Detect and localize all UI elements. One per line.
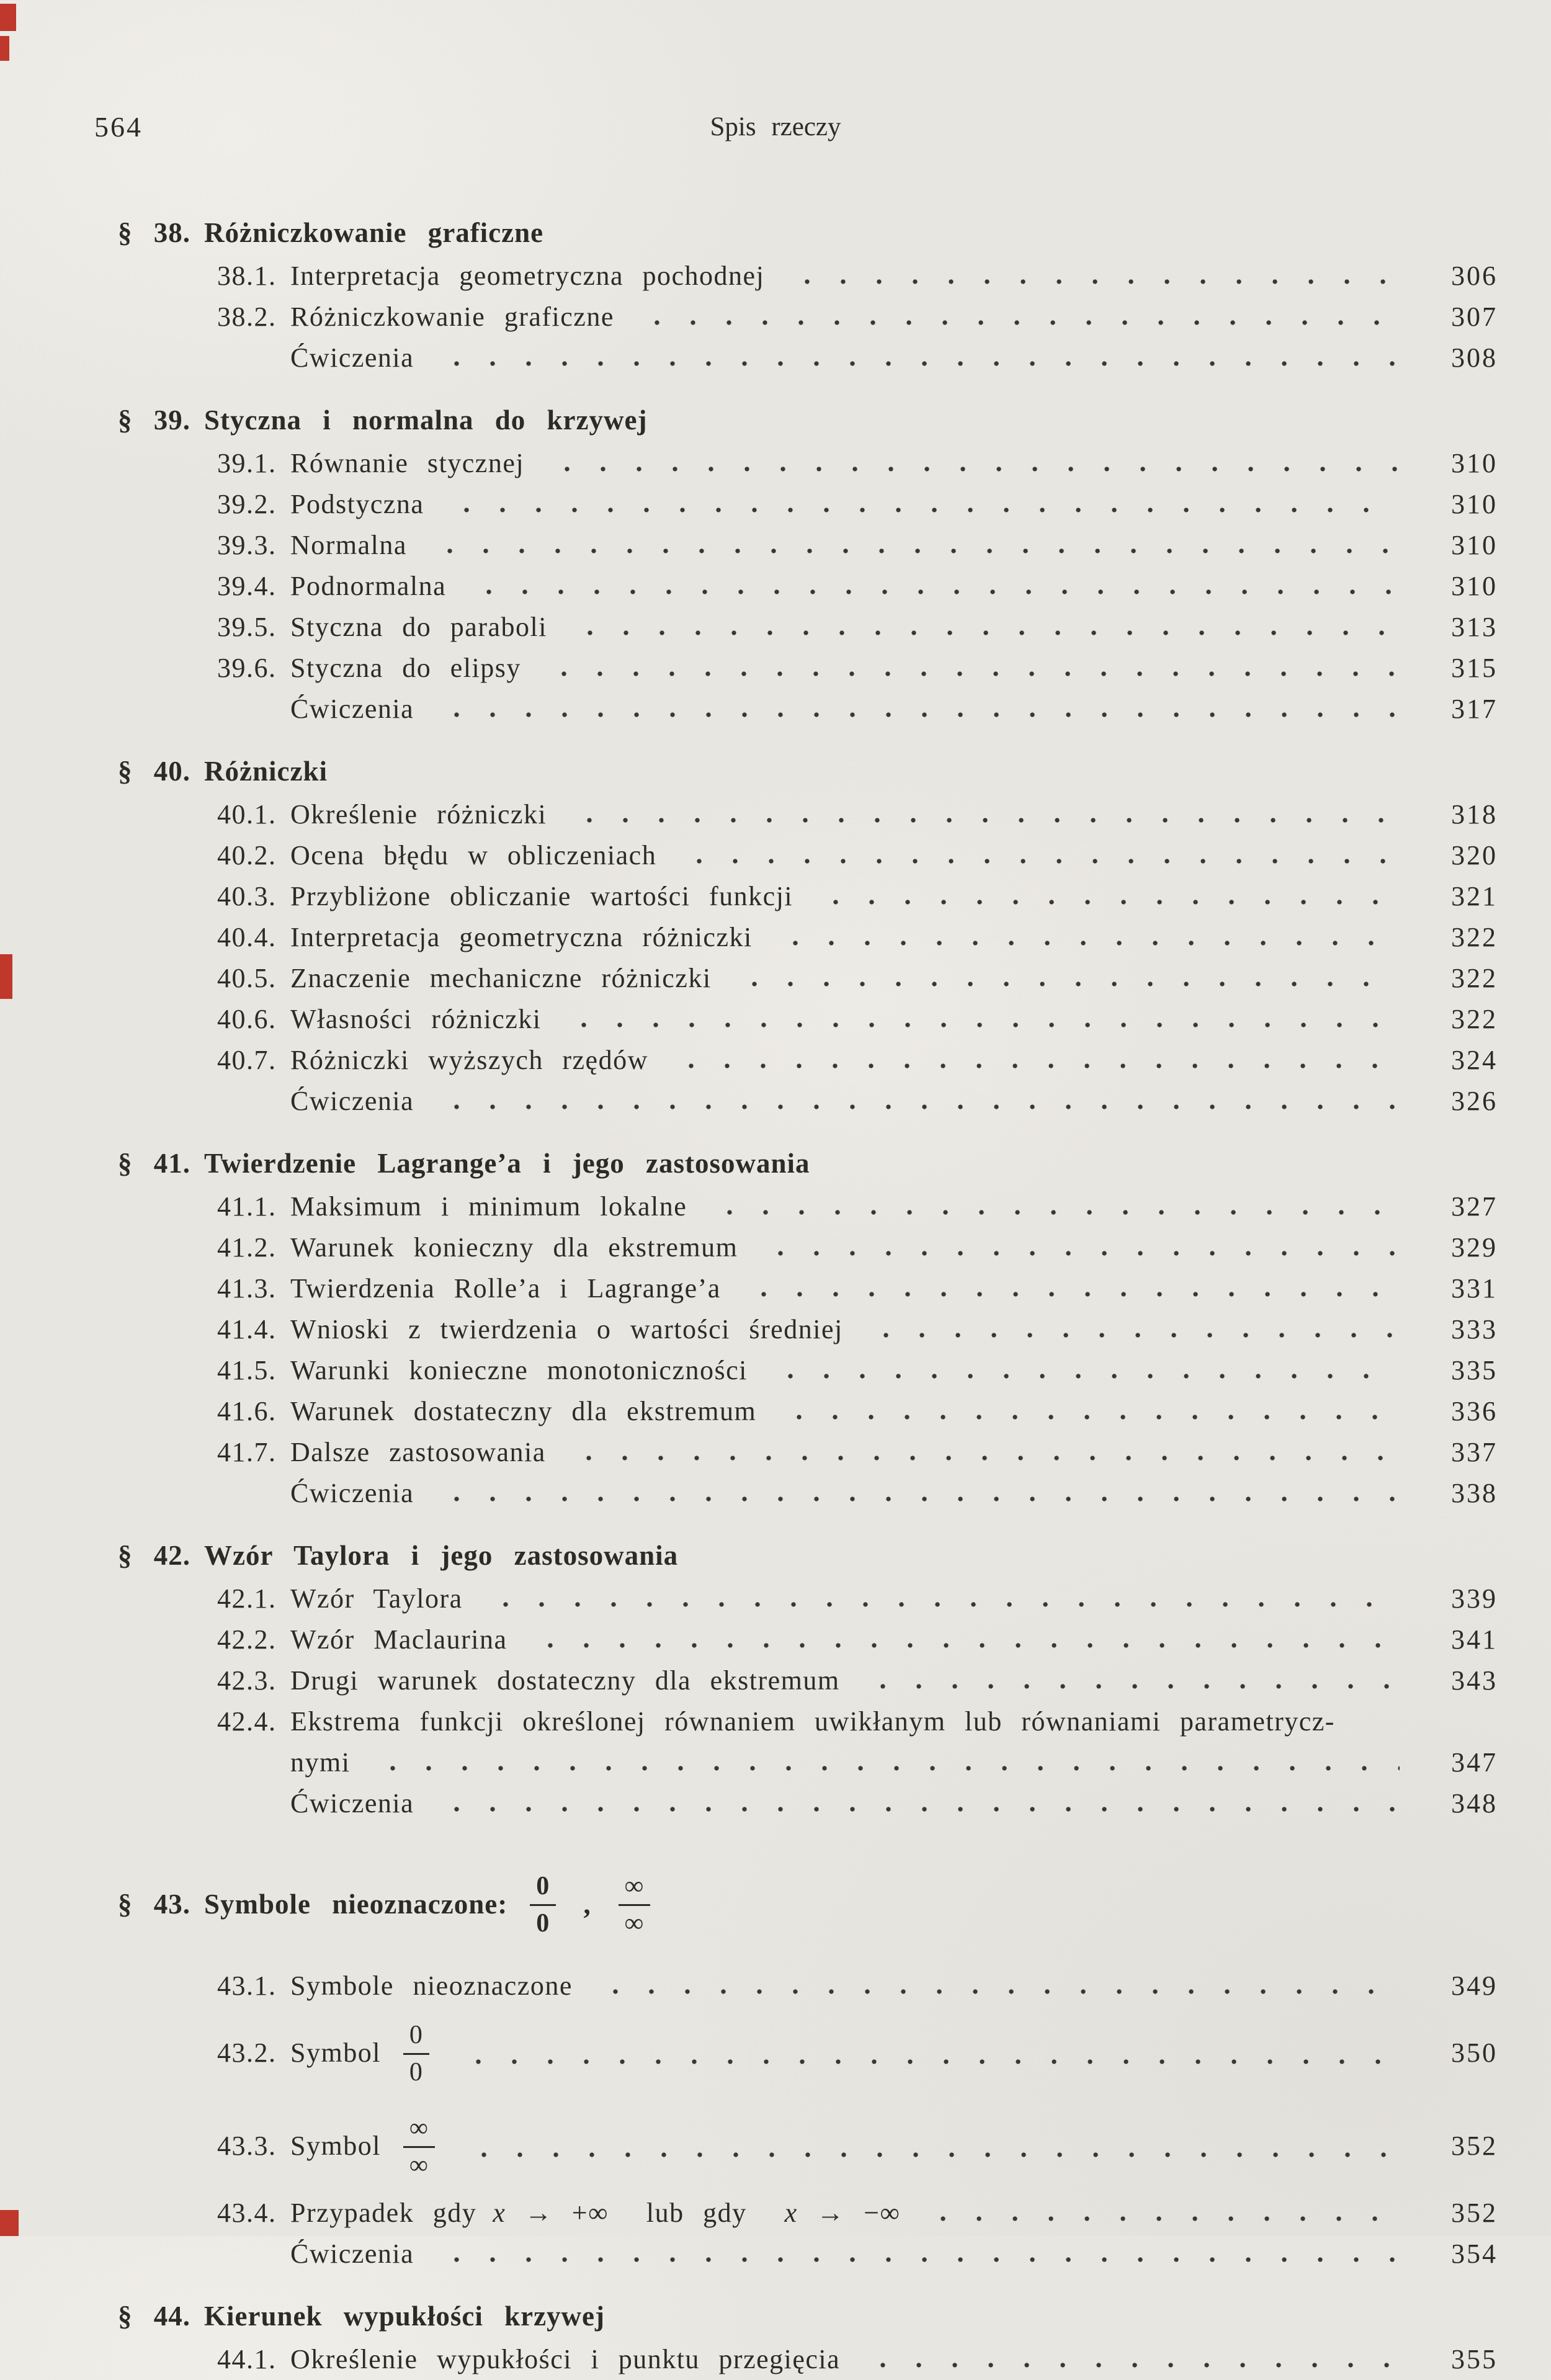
- dot-leader: [432, 1805, 1400, 1812]
- item-title: Przybliżone obliczanie wartości funkcji: [290, 881, 793, 911]
- toc-row: [118, 1701, 1498, 1742]
- toc-row: [118, 2339, 1498, 2380]
- item-number: 43.1.: [217, 1971, 277, 2001]
- page-number: 331: [1451, 1273, 1498, 1304]
- dot-leader: [432, 359, 1400, 367]
- section-number: § 40.: [118, 756, 190, 787]
- item-number: 42.2.: [217, 1624, 277, 1655]
- item-title: Dalsze zastosowania: [290, 1437, 546, 1467]
- page-number: 338: [1451, 1478, 1498, 1508]
- page-number: 333: [1451, 1314, 1498, 1344]
- page-number: 343: [1451, 1665, 1498, 1696]
- fraction-numerator: 0: [530, 1871, 556, 1905]
- toc-row: [118, 2006, 1498, 2100]
- page-number: 322: [1451, 1004, 1498, 1034]
- page-number: 324: [1451, 1045, 1498, 1075]
- dot-leader: [859, 1682, 1400, 1689]
- item-number: 39.6.: [217, 653, 277, 683]
- item-title: Różniczkowanie graficzne: [290, 302, 614, 332]
- item-number: 39.4.: [217, 571, 277, 601]
- section-title: Styczna i normalna do krzywej: [204, 405, 648, 436]
- page-number: 310: [1451, 448, 1498, 478]
- math-expression: [397, 2113, 441, 2178]
- toc-row: [118, 2193, 1498, 2234]
- toc-row: [118, 1783, 1498, 1824]
- section-number: § 41.: [118, 1148, 190, 1179]
- dot-leader: [454, 2057, 1400, 2065]
- item-title: Ćwiczenia: [290, 2239, 414, 2269]
- toc-row: [118, 1227, 1498, 1268]
- item-title: Wzór Maclaurina: [290, 1624, 507, 1655]
- page-number: 315: [1451, 653, 1498, 683]
- section-number: § 38.: [118, 217, 190, 248]
- item-title: Określenie wypukłości i punktu przegięcia: [290, 2344, 841, 2374]
- dot-leader: [775, 1413, 1400, 1420]
- item-title: Interpretacja geometryczna różniczki: [290, 922, 753, 952]
- toc-row: [118, 256, 1498, 297]
- page-number: 310: [1451, 530, 1498, 560]
- item-title: Przypadek gdy: [290, 2198, 477, 2228]
- section-number: § 44.: [118, 2301, 190, 2332]
- folio-page-number: 564: [94, 111, 143, 143]
- toc-row: [118, 689, 1498, 730]
- toc-row: [118, 1432, 1498, 1473]
- item-number: 40.4.: [217, 922, 277, 952]
- toc-row: [118, 2100, 1498, 2193]
- page-number: 307: [1451, 302, 1498, 332]
- item-number: 41.2.: [217, 1232, 277, 1263]
- section-heading: [118, 1845, 1498, 1963]
- item-number: 42.1.: [217, 1583, 277, 1614]
- running-title: Spis rzeczy: [710, 112, 841, 141]
- page-number: 355: [1451, 2344, 1498, 2374]
- item-number: 43.3.: [217, 2131, 277, 2161]
- toc-row: [118, 835, 1498, 876]
- item-number: 44.1.: [217, 2344, 277, 2374]
- page-number: 306: [1451, 261, 1498, 291]
- item-title: Ćwiczenia: [290, 1086, 414, 1116]
- dot-leader: [667, 1062, 1400, 1069]
- dot-leader: [540, 669, 1400, 677]
- fraction: [403, 2113, 435, 2178]
- fraction-denominator: 0: [536, 1908, 550, 1938]
- toc-section: [118, 1143, 1498, 1514]
- dot-leader: [591, 1987, 1400, 1995]
- fraction: [530, 1871, 556, 1936]
- dot-leader: [633, 318, 1400, 326]
- section-number: § 42.: [118, 1540, 190, 1571]
- item-title: Drugi warunek dostateczny dla ekstremum: [290, 1665, 840, 1696]
- item-title: Warunek konieczny dla ekstremum: [290, 1232, 738, 1263]
- dot-leader: [432, 2255, 1400, 2263]
- toc-row: [118, 1391, 1498, 1432]
- item-title: Styczna do elipsy: [290, 653, 521, 683]
- item-title: Znaczenie mechaniczne różniczki: [290, 963, 712, 993]
- toc-row: [118, 566, 1498, 607]
- dot-leader: [756, 1249, 1400, 1256]
- dot-leader: [675, 857, 1400, 864]
- item-title: Ćwiczenia: [290, 342, 414, 373]
- toc-row: [118, 958, 1498, 999]
- item-number: 38.2.: [217, 302, 277, 332]
- item-title: Symbole nieoznaczone: [290, 1971, 573, 2001]
- section-heading: [118, 212, 1498, 253]
- item-number: 43.2.: [217, 2038, 277, 2068]
- dot-leader: [919, 2214, 1400, 2222]
- math-text: → +∞ lub gdy: [506, 2198, 785, 2228]
- toc-row: [118, 1966, 1498, 2006]
- item-title: Ekstrema funkcji określonej równaniem uwikłanym lub równaniami parametrycz-: [290, 1706, 1335, 1737]
- toc-row: [118, 1578, 1498, 1619]
- fraction: [403, 2020, 430, 2085]
- item-title: Podstyczna: [290, 489, 424, 519]
- dot-leader: [859, 2361, 1400, 2368]
- item-title: Ćwiczenia: [290, 1478, 414, 1508]
- dot-leader: [526, 1641, 1400, 1649]
- page-number: 313: [1451, 612, 1498, 642]
- page-number: 327: [1451, 1191, 1498, 1222]
- toc-row: [118, 1309, 1498, 1350]
- item-number: 40.2.: [217, 840, 277, 870]
- page-number: 310: [1451, 489, 1498, 519]
- item-number: 41.1.: [217, 1191, 277, 1222]
- toc-row: [118, 2234, 1498, 2275]
- dot-leader: [369, 1764, 1400, 1771]
- math-expression: [524, 1871, 656, 1936]
- dot-leader: [481, 1600, 1400, 1608]
- item-number: 39.3.: [217, 530, 277, 560]
- toc-row: [118, 1268, 1498, 1309]
- toc-section: [118, 212, 1498, 378]
- fraction-numerator: ∞: [403, 2113, 435, 2147]
- dot-leader: [566, 629, 1400, 636]
- dot-leader: [783, 277, 1400, 285]
- page-number: 352: [1451, 2198, 1498, 2228]
- section-number: § 39.: [118, 405, 190, 436]
- page-number: 341: [1451, 1624, 1498, 1655]
- section-title: Symbole nieoznaczone:: [204, 1889, 508, 1920]
- fraction-numerator: ∞: [619, 1871, 650, 1905]
- item-number: 41.7.: [217, 1437, 277, 1467]
- dot-leader: [432, 1495, 1400, 1502]
- item-number: 40.5.: [217, 963, 277, 993]
- dot-leader: [442, 506, 1400, 513]
- toc-row: [118, 1081, 1498, 1122]
- page-number: 308: [1451, 342, 1498, 373]
- page-number: 318: [1451, 799, 1498, 830]
- toc-row: [118, 484, 1498, 525]
- fraction: [619, 1871, 650, 1936]
- section-title: Różniczkowanie graficzne: [204, 217, 544, 248]
- red-edge-mark: [0, 954, 12, 999]
- item-number: 40.3.: [217, 881, 277, 911]
- item-title: Określenie różniczki: [290, 799, 547, 830]
- toc-row: [118, 1619, 1498, 1660]
- item-title: Wzór Taylora: [290, 1583, 463, 1614]
- page-number: 352: [1451, 2131, 1498, 2161]
- toc-row: [118, 443, 1498, 484]
- toc-row: [118, 917, 1498, 958]
- toc-row: [118, 1350, 1498, 1391]
- page-number: 336: [1451, 1396, 1498, 1426]
- toc-section: [118, 2296, 1498, 2380]
- dot-leader: [432, 710, 1400, 718]
- toc-section: [118, 400, 1498, 730]
- fraction-numerator: 0: [403, 2020, 430, 2054]
- page-number: 347: [1451, 1747, 1498, 1778]
- item-number: 39.2.: [217, 489, 277, 519]
- item-title: Własności różniczki: [290, 1004, 542, 1034]
- item-title: Warunek dostateczny dla ekstremum: [290, 1396, 757, 1426]
- item-number: 42.3.: [217, 1665, 277, 1696]
- dot-leader: [465, 588, 1400, 595]
- red-edge-mark: [0, 2210, 19, 2236]
- item-title: Ćwiczenia: [290, 694, 414, 724]
- toc-row: [118, 1660, 1498, 1701]
- item-title: Normalna: [290, 530, 407, 560]
- item-number: 40.6.: [217, 1004, 277, 1034]
- item-title: Styczna do paraboli: [290, 612, 547, 642]
- toc: [118, 212, 1498, 2380]
- item-title: Różniczki wyższych rzędów: [290, 1045, 648, 1075]
- fraction-denominator: ∞: [624, 1908, 644, 1938]
- dot-leader: [460, 2150, 1400, 2158]
- toc-section: [118, 1535, 1498, 1824]
- toc-row: [118, 876, 1498, 917]
- item-title: Symbol: [290, 2131, 381, 2161]
- section-heading: [118, 2296, 1498, 2337]
- page-header: [0, 110, 1551, 148]
- item-title: Podnormalna: [290, 571, 447, 601]
- section-heading: [118, 400, 1498, 441]
- toc-row: [118, 1040, 1498, 1081]
- item-title: Ćwiczenia: [290, 1788, 414, 1819]
- page-number: 310: [1451, 571, 1498, 601]
- dot-leader: [565, 816, 1400, 823]
- section-title: Twierdzenie Lagrange’a i jego zastosowania: [204, 1148, 810, 1179]
- item-number: 39.5.: [217, 612, 277, 642]
- math-text: → −∞: [797, 2198, 901, 2228]
- item-title: nymi: [290, 1747, 351, 1778]
- page-number: 349: [1451, 1971, 1498, 2001]
- dot-leader: [862, 1331, 1400, 1338]
- toc-row: [118, 1186, 1498, 1227]
- section-heading: [118, 1535, 1498, 1576]
- toc-row: [118, 525, 1498, 566]
- item-title: Wnioski z twierdzenia o wartości średniej: [290, 1314, 843, 1344]
- toc-row: [118, 794, 1498, 835]
- item-number: 41.6.: [217, 1396, 277, 1426]
- item-number: 41.4.: [217, 1314, 277, 1344]
- page-number: 321: [1451, 881, 1498, 911]
- toc-section: [118, 1845, 1498, 2275]
- item-number: 39.1.: [217, 448, 277, 478]
- dot-leader: [426, 547, 1400, 554]
- math-expression: [493, 2193, 900, 2234]
- item-title: Ocena błędu w obliczeniach: [290, 840, 657, 870]
- item-number: 43.4.: [217, 2198, 277, 2228]
- item-title: Interpretacja geometryczna pochodnej: [290, 261, 765, 291]
- fraction-denominator: ∞: [409, 2150, 429, 2180]
- toc-row: [118, 648, 1498, 689]
- section-title: Kierunek wypukłości krzywej: [204, 2301, 606, 2332]
- dot-leader: [565, 1454, 1400, 1461]
- dot-leader: [811, 898, 1400, 905]
- dot-leader: [543, 465, 1400, 472]
- dot-leader: [560, 1021, 1400, 1028]
- section-title: Różniczki: [204, 756, 328, 787]
- dot-leader: [740, 1290, 1400, 1297]
- dot-leader: [771, 939, 1400, 946]
- dot-leader: [730, 980, 1400, 987]
- page-number: 320: [1451, 840, 1498, 870]
- item-number: 38.1.: [217, 261, 277, 291]
- math-expression: [397, 2020, 436, 2085]
- fraction-denominator: 0: [409, 2057, 424, 2087]
- dot-leader: [432, 1103, 1400, 1110]
- dot-leader: [766, 1372, 1400, 1379]
- item-number: 40.7.: [217, 1045, 277, 1075]
- page-number: 354: [1451, 2239, 1498, 2269]
- page-number: 317: [1451, 694, 1498, 724]
- item-number: 40.1.: [217, 799, 277, 830]
- toc-row: [118, 607, 1498, 648]
- item-title: Twierdzenia Rolle’a i Lagrange’a: [290, 1273, 721, 1304]
- section-number: § 43.: [118, 1889, 190, 1920]
- item-title: Symbol: [290, 2038, 381, 2068]
- math-text: ,: [562, 1889, 612, 1920]
- toc-section: [118, 751, 1498, 1122]
- page-number: 322: [1451, 963, 1498, 993]
- math-variable: x: [493, 2198, 506, 2228]
- item-title: Warunki konieczne monotoniczności: [290, 1355, 748, 1385]
- page-number: 335: [1451, 1355, 1498, 1385]
- section-title: Wzór Taylora i jego zastosowania: [204, 1540, 679, 1571]
- page-number: 322: [1451, 922, 1498, 952]
- item-title: Maksimum i minimum lokalne: [290, 1191, 687, 1222]
- dot-leader: [705, 1208, 1400, 1215]
- item-number: 41.3.: [217, 1273, 277, 1304]
- toc-row: [118, 338, 1498, 378]
- page-number: 326: [1451, 1086, 1498, 1116]
- math-variable: x: [784, 2198, 798, 2228]
- toc-row: [118, 297, 1498, 338]
- toc-row: [118, 1473, 1498, 1514]
- item-number: 42.4.: [217, 1706, 277, 1737]
- page-number: 350: [1451, 2038, 1498, 2068]
- red-edge-mark: [0, 36, 9, 61]
- section-heading: [118, 751, 1498, 792]
- item-title: Równanie stycznej: [290, 448, 525, 478]
- section-heading: [118, 1143, 1498, 1184]
- page-number: 329: [1451, 1232, 1498, 1263]
- page-number: 337: [1451, 1437, 1498, 1467]
- page-number: 339: [1451, 1583, 1498, 1614]
- red-edge-mark: [0, 4, 16, 31]
- toc-row: [118, 1742, 1498, 1783]
- item-number: 41.5.: [217, 1355, 277, 1385]
- page-number: 348: [1451, 1788, 1498, 1819]
- toc-row: [118, 999, 1498, 1040]
